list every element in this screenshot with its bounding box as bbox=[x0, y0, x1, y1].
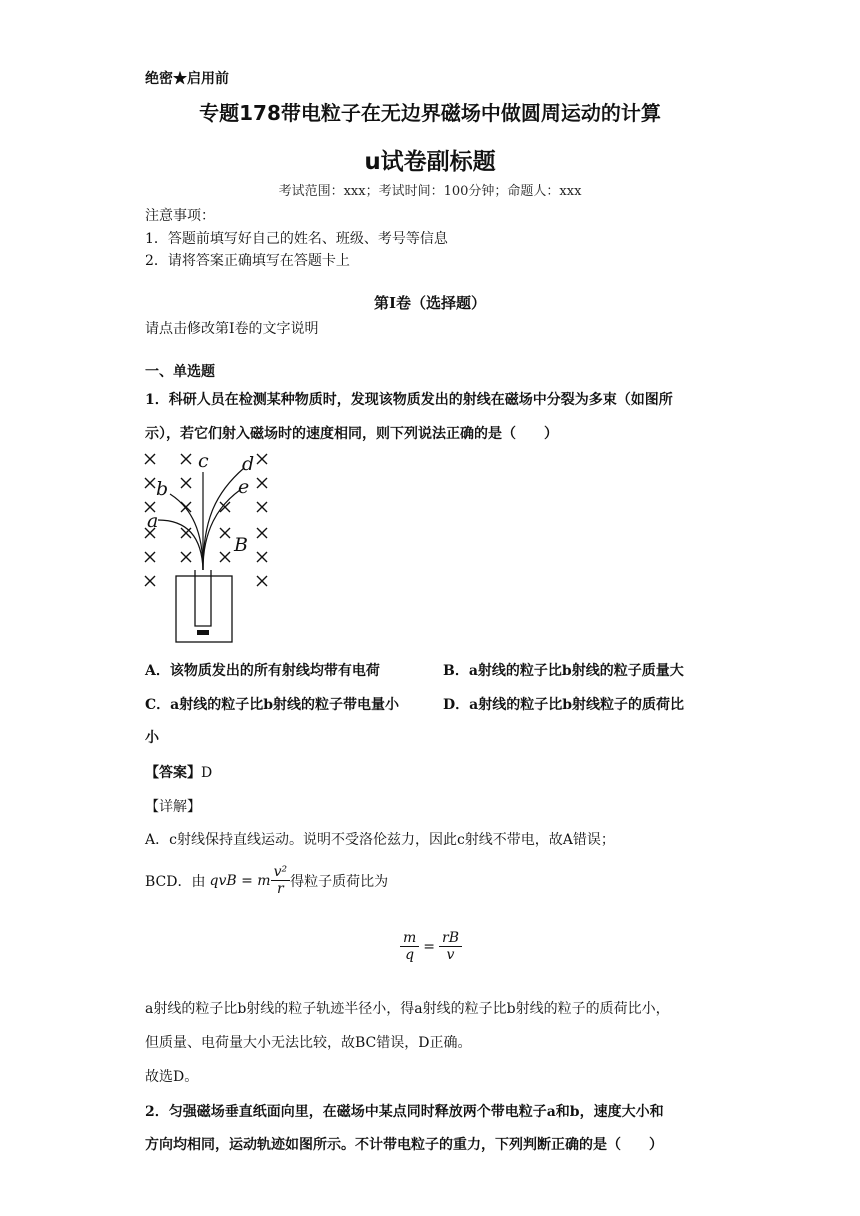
ray-label-c: c bbox=[198, 450, 209, 472]
eq-equals: = bbox=[423, 938, 436, 955]
q1-option-c: C．a射线的粒子比b射线的粒子带电量小 bbox=[145, 697, 400, 713]
q1-option-d: D．a射线的粒子比b射线粒子的质荷比 bbox=[443, 697, 685, 713]
answer-label: 【答案】 bbox=[145, 765, 201, 781]
field-label-B: B bbox=[234, 534, 248, 556]
ray-label-a: a bbox=[147, 510, 159, 532]
ray-label-b: b bbox=[156, 478, 169, 500]
explanation-bcd bbox=[145, 864, 388, 897]
answer-value: D bbox=[201, 765, 213, 781]
eq-right-fraction bbox=[439, 930, 462, 963]
ray-label-e: e bbox=[238, 476, 250, 498]
eq-left-fraction bbox=[400, 930, 419, 963]
notes-item-1: 1．答题前填写好自己的姓名、班级、考号等信息 bbox=[145, 231, 448, 247]
notes-heading: 注意事项： bbox=[145, 208, 215, 224]
eq-rB: rB bbox=[439, 930, 462, 947]
inner-chamber bbox=[195, 570, 211, 626]
page-subtitle: u试卷副标题 bbox=[364, 149, 496, 175]
formula-denominator: r bbox=[276, 881, 284, 897]
formula-numerator: v² bbox=[271, 864, 291, 881]
q1-option-b: B．a射线的粒子比b射线的粒子质量大 bbox=[443, 663, 684, 679]
q1-magnetic-field-figure bbox=[140, 448, 280, 650]
page-title: 专题178带电粒子在无边界磁场中做圆周运动的计算 bbox=[199, 101, 661, 125]
q1-answer-row bbox=[145, 762, 212, 782]
part-heading: 一、单选题 bbox=[145, 364, 215, 380]
notes-item-2: 2．请将答案正确填写在答题卡上 bbox=[145, 253, 350, 269]
eq-q: q bbox=[405, 947, 415, 963]
detail-label: 【详解】 bbox=[145, 799, 201, 815]
exam-info: 考试范围：xxx；考试时间：100分钟；命题人：xxx bbox=[278, 184, 582, 199]
formula-fraction bbox=[271, 864, 291, 897]
section-description: 请点击修改第I卷的文字说明 bbox=[145, 321, 319, 337]
eq-m: m bbox=[400, 930, 419, 947]
eq-v: v bbox=[446, 947, 455, 963]
bcd-prefix: BCD．由 bbox=[145, 873, 206, 890]
radioactive-source bbox=[197, 630, 209, 635]
q1-option-d-continued: 小 bbox=[145, 730, 159, 746]
ray-tracks bbox=[158, 468, 244, 570]
q1-option-a: A．该物质发出的所有射线均带有电荷 bbox=[145, 663, 380, 679]
q2-stem-line2: 方向均相同，运动轨迹如图所示。不计带电粒子的重力，下列判断正确的是（ ） bbox=[145, 1137, 663, 1153]
explanation-line3: a射线的粒子比b射线的粒子轨迹半径小，得a射线的粒子比b射线的粒子的质荷比小， bbox=[145, 1001, 670, 1017]
explanation-line4: 但质量、电荷量大小无法比较，故BC错误，D正确。 bbox=[145, 1035, 472, 1051]
explanation-conclusion: 故选D。 bbox=[145, 1069, 199, 1085]
q2-stem-line1: 2．匀强磁场垂直纸面向里，在磁场中某点同时释放两个带电粒子a和b，速度大小和 bbox=[145, 1104, 664, 1120]
q1-stem-line1: 1．科研人员在检测某种物质时，发现该物质发出的射线在磁场中分裂为多束（如图所 bbox=[145, 392, 673, 408]
ray-label-d: d bbox=[242, 453, 255, 475]
formula-lhs: qvB = m bbox=[209, 872, 271, 889]
explanation-a: A．c射线保持直线运动。说明不受洛伦兹力，因此c射线不带电，故A错误； bbox=[145, 832, 615, 848]
q1-stem-line2: 示），若它们射入磁场时的速度相同，则下列说法正确的是（ ） bbox=[145, 426, 558, 442]
top-secret-label: 绝密★启用前 bbox=[145, 71, 229, 87]
bcd-suffix: 得粒子质荷比为 bbox=[290, 873, 389, 890]
section-title: 第I卷（选择题） bbox=[373, 294, 487, 312]
mass-charge-ratio-equation bbox=[400, 930, 462, 963]
